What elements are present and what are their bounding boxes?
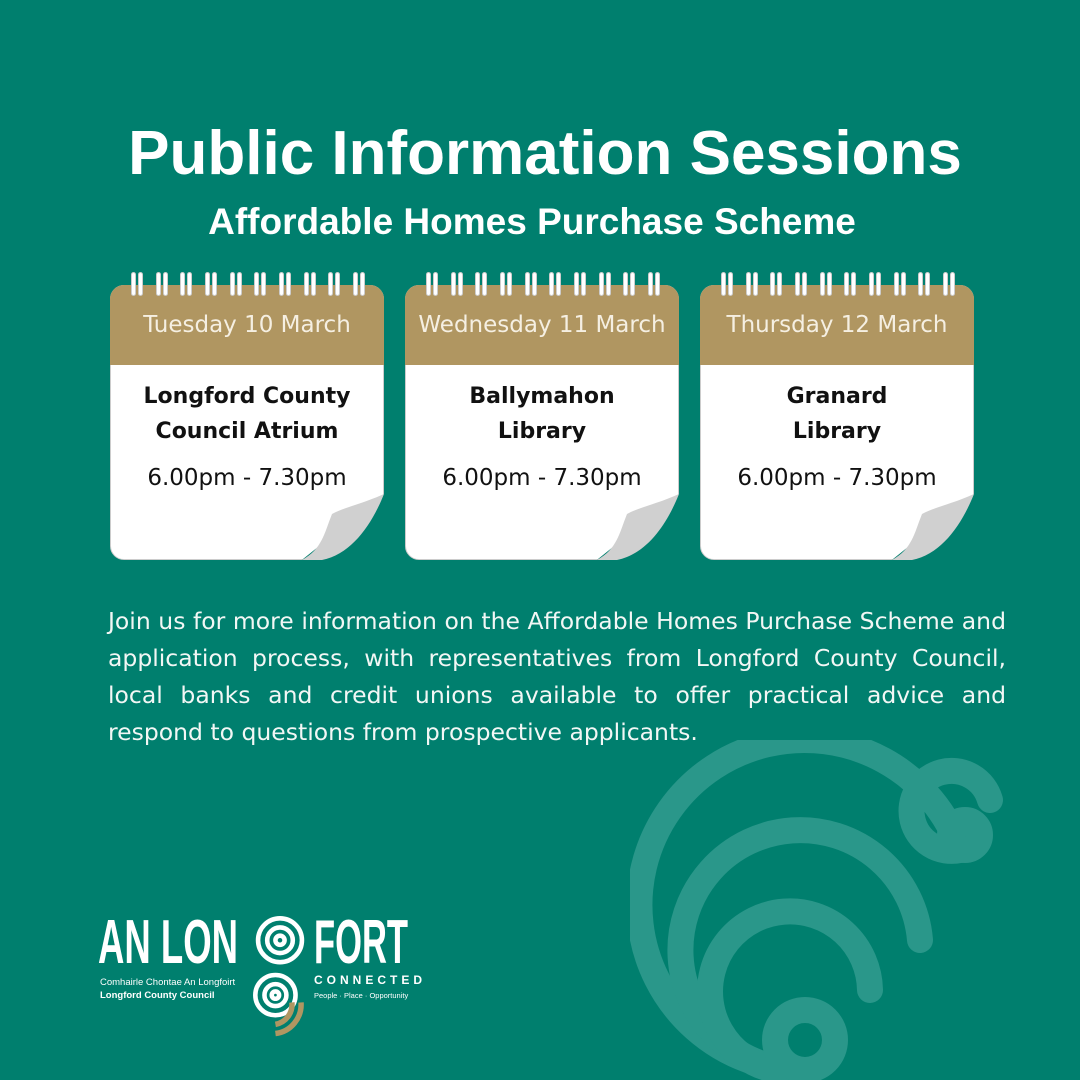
session-time: 6.00pm - 7.30pm — [442, 465, 642, 491]
svg-text:AN LON: AN LON — [98, 908, 238, 977]
logo-irish-name: Comhairle Chontae An Longfoirt — [100, 977, 236, 988]
session-venue: Ballymahon Library — [469, 384, 615, 444]
page-curl — [597, 494, 679, 560]
binder-rings — [427, 273, 659, 295]
decorative-spiral — [630, 740, 1080, 1080]
logo-english-name: Longford County Council — [100, 990, 215, 1001]
session-time: 6.00pm - 7.30pm — [737, 465, 937, 491]
logo-left-word — [98, 905, 240, 977]
page-curl — [892, 494, 974, 560]
session-date: Wednesday 11 March — [405, 285, 679, 365]
session-date: Thursday 12 March — [700, 285, 974, 365]
svg-text:FORT: FORT — [314, 908, 409, 977]
page-subtitle: Affordable Homes Purchase Scheme — [208, 201, 856, 242]
logo-motto: People · Place · Opportunity — [314, 991, 409, 1000]
logo-right-word — [314, 905, 410, 977]
binder-rings — [132, 273, 364, 295]
page-title: Public Information Sessions — [128, 119, 962, 188]
council-logo — [98, 905, 427, 1050]
logo-spiral-icon — [248, 905, 312, 1045]
description-text: Join us for more information on the Affordable Homes Purchase Scheme and application process, with representatives from Longford County Council, local banks and credit unions available to offer practical advice and respond to questions from prospective applicants. — [108, 607, 1006, 746]
session-date: Tuesday 10 March — [110, 285, 384, 365]
logo-tagline: CONNECTED — [314, 973, 427, 987]
binder-rings — [722, 273, 954, 295]
session-card — [405, 285, 679, 560]
session-venue: Longford County Council Atrium — [143, 384, 351, 444]
session-time: 6.00pm - 7.30pm — [147, 465, 347, 491]
session-card — [700, 285, 974, 560]
session-venue: Granard Library — [786, 384, 888, 444]
page-curl — [302, 494, 384, 560]
session-card — [110, 285, 384, 560]
